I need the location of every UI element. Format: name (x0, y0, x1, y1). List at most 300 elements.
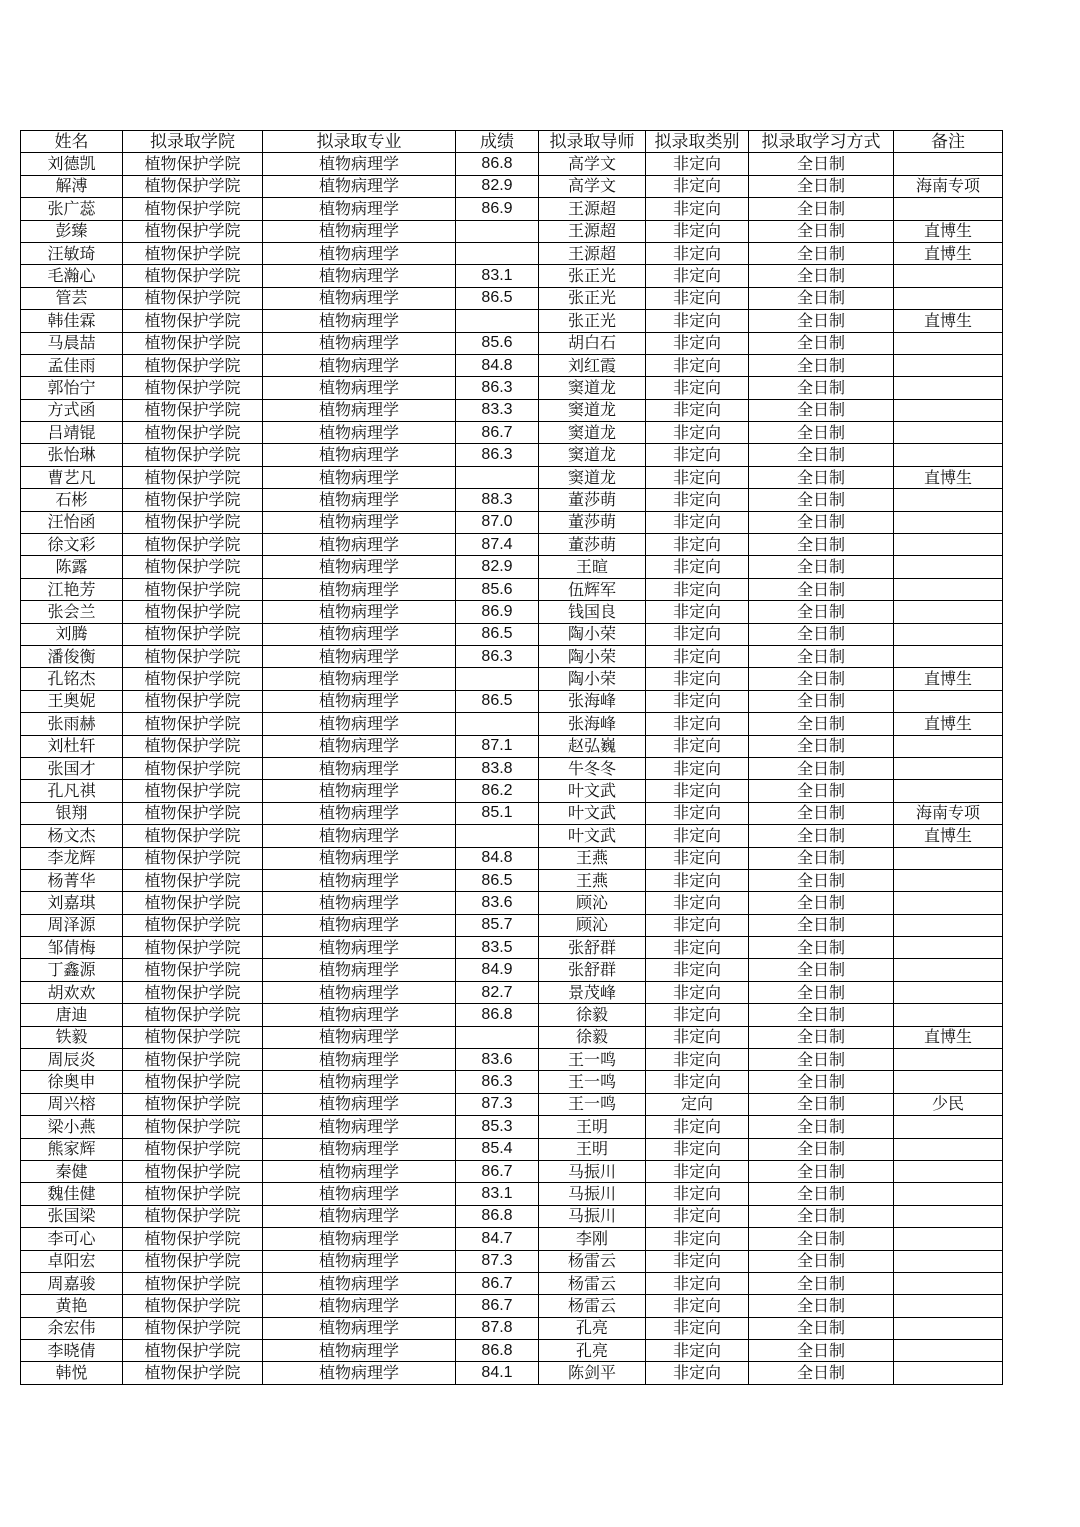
college-cell: 植物保护学院 (123, 1228, 263, 1250)
name-cell: 刘德凯 (21, 153, 123, 175)
major-cell: 植物病理学 (263, 780, 456, 802)
major-cell: 植物病理学 (263, 1071, 456, 1093)
category-cell: 非定向 (646, 466, 749, 488)
category-cell: 非定向 (646, 601, 749, 623)
study-mode-cell: 全日制 (749, 892, 894, 914)
table-row (21, 1340, 1003, 1362)
category-cell: 非定向 (646, 175, 749, 197)
score-cell: 87.3 (456, 1250, 539, 1272)
table-row (21, 690, 1003, 712)
study-mode-cell: 全日制 (749, 287, 894, 309)
study-mode-cell: 全日制 (749, 713, 894, 735)
score-cell: 87.8 (456, 1317, 539, 1339)
major-cell: 植物病理学 (263, 802, 456, 824)
study-mode-cell: 全日制 (749, 825, 894, 847)
name-cell: 刘杜轩 (21, 735, 123, 757)
college-cell: 植物保护学院 (123, 511, 263, 533)
study-mode-cell: 全日制 (749, 959, 894, 981)
college-cell: 植物保护学院 (123, 847, 263, 869)
table-row (21, 713, 1003, 735)
study-mode-cell: 全日制 (749, 1228, 894, 1250)
advisor-cell: 钱国良 (539, 601, 646, 623)
score-cell: 83.8 (456, 757, 539, 779)
name-cell: 周泽源 (21, 914, 123, 936)
name-cell: 潘俊衡 (21, 645, 123, 667)
college-cell: 植物保护学院 (123, 937, 263, 959)
study-mode-cell: 全日制 (749, 869, 894, 891)
remarks-cell: 海南专项 (894, 175, 1003, 197)
advisor-cell: 马振川 (539, 1183, 646, 1205)
category-cell: 非定向 (646, 377, 749, 399)
college-cell: 植物保护学院 (123, 466, 263, 488)
remarks-cell: 直博生 (894, 713, 1003, 735)
college-cell: 植物保护学院 (123, 981, 263, 1003)
major-cell: 植物病理学 (263, 1160, 456, 1182)
table-row (21, 869, 1003, 891)
table-row (21, 937, 1003, 959)
name-cell: 梁小燕 (21, 1116, 123, 1138)
table-row (21, 399, 1003, 421)
category-cell: 非定向 (646, 444, 749, 466)
table-row (21, 1317, 1003, 1339)
major-cell: 植物病理学 (263, 645, 456, 667)
college-cell: 植物保护学院 (123, 198, 263, 220)
advisor-cell: 顾沁 (539, 892, 646, 914)
table-row (21, 1160, 1003, 1182)
name-cell: 汪敏琦 (21, 242, 123, 264)
score-cell: 86.2 (456, 780, 539, 802)
name-cell: 李龙辉 (21, 847, 123, 869)
college-cell: 植物保护学院 (123, 1160, 263, 1182)
major-cell: 植物病理学 (263, 1093, 456, 1115)
table-row (21, 511, 1003, 533)
name-cell: 吕靖锟 (21, 422, 123, 444)
header-study-mode: 拟录取学习方式 (749, 131, 894, 153)
remarks-cell (894, 1071, 1003, 1093)
college-cell: 植物保护学院 (123, 399, 263, 421)
score-cell: 86.9 (456, 601, 539, 623)
college-cell: 植物保护学院 (123, 310, 263, 332)
remarks-cell (894, 444, 1003, 466)
major-cell: 植物病理学 (263, 1026, 456, 1048)
remarks-cell (894, 1228, 1003, 1250)
study-mode-cell: 全日制 (749, 623, 894, 645)
score-cell: 84.8 (456, 354, 539, 376)
table-row (21, 578, 1003, 600)
college-cell: 植物保护学院 (123, 1205, 263, 1227)
remarks-cell (894, 623, 1003, 645)
advisor-cell: 王燕 (539, 869, 646, 891)
study-mode-cell: 全日制 (749, 1026, 894, 1048)
study-mode-cell: 全日制 (749, 422, 894, 444)
major-cell: 植物病理学 (263, 847, 456, 869)
major-cell: 植物病理学 (263, 1362, 456, 1384)
remarks-cell (894, 1183, 1003, 1205)
category-cell: 非定向 (646, 265, 749, 287)
score-cell: 86.3 (456, 645, 539, 667)
study-mode-cell: 全日制 (749, 1071, 894, 1093)
header-major: 拟录取专业 (263, 131, 456, 153)
advisor-cell: 王源超 (539, 242, 646, 264)
advisor-cell: 张正光 (539, 287, 646, 309)
table-row (21, 1071, 1003, 1093)
remarks-cell (894, 153, 1003, 175)
advisor-cell: 徐毅 (539, 1004, 646, 1026)
major-cell: 植物病理学 (263, 556, 456, 578)
remarks-cell (894, 198, 1003, 220)
remarks-cell (894, 645, 1003, 667)
remarks-cell (894, 847, 1003, 869)
advisor-cell: 王一鸣 (539, 1093, 646, 1115)
name-cell: 张雨赫 (21, 713, 123, 735)
remarks-cell (894, 690, 1003, 712)
table-row (21, 534, 1003, 556)
study-mode-cell: 全日制 (749, 981, 894, 1003)
study-mode-cell: 全日制 (749, 556, 894, 578)
advisor-cell: 陶小荣 (539, 668, 646, 690)
advisor-cell: 窦道龙 (539, 422, 646, 444)
table-body (21, 153, 1003, 1384)
score-cell: 86.7 (456, 1295, 539, 1317)
score-cell: 86.3 (456, 444, 539, 466)
study-mode-cell: 全日制 (749, 242, 894, 264)
score-cell (456, 713, 539, 735)
remarks-cell: 直博生 (894, 466, 1003, 488)
remarks-cell (894, 422, 1003, 444)
remarks-cell: 直博生 (894, 1026, 1003, 1048)
category-cell: 非定向 (646, 1228, 749, 1250)
table-row (21, 1205, 1003, 1227)
advisor-cell: 牛冬冬 (539, 757, 646, 779)
name-cell: 余宏伟 (21, 1317, 123, 1339)
category-cell: 非定向 (646, 1049, 749, 1071)
category-cell: 非定向 (646, 556, 749, 578)
advisor-cell: 陶小荣 (539, 623, 646, 645)
study-mode-cell: 全日制 (749, 466, 894, 488)
study-mode-cell: 全日制 (749, 757, 894, 779)
study-mode-cell: 全日制 (749, 220, 894, 242)
category-cell: 非定向 (646, 937, 749, 959)
major-cell: 植物病理学 (263, 937, 456, 959)
major-cell: 植物病理学 (263, 153, 456, 175)
study-mode-cell: 全日制 (749, 1317, 894, 1339)
score-cell: 83.1 (456, 265, 539, 287)
name-cell: 孟佳雨 (21, 354, 123, 376)
category-cell: 非定向 (646, 757, 749, 779)
advisor-cell: 王源超 (539, 198, 646, 220)
name-cell: 胡欢欢 (21, 981, 123, 1003)
table-row (21, 377, 1003, 399)
category-cell: 非定向 (646, 1160, 749, 1182)
remarks-cell (894, 354, 1003, 376)
study-mode-cell: 全日制 (749, 937, 894, 959)
major-cell: 植物病理学 (263, 489, 456, 511)
major-cell: 植物病理学 (263, 310, 456, 332)
study-mode-cell: 全日制 (749, 914, 894, 936)
college-cell: 植物保护学院 (123, 220, 263, 242)
college-cell: 植物保护学院 (123, 1004, 263, 1026)
category-cell: 非定向 (646, 220, 749, 242)
table-row (21, 332, 1003, 354)
category-cell: 非定向 (646, 242, 749, 264)
table-row (21, 1295, 1003, 1317)
score-cell (456, 825, 539, 847)
advisor-cell: 窦道龙 (539, 377, 646, 399)
score-cell: 87.4 (456, 534, 539, 556)
category-cell: 非定向 (646, 981, 749, 1003)
category-cell: 非定向 (646, 1340, 749, 1362)
major-cell: 植物病理学 (263, 1004, 456, 1026)
table-row (21, 1116, 1003, 1138)
table-row (21, 1026, 1003, 1048)
table-row (21, 825, 1003, 847)
study-mode-cell: 全日制 (749, 601, 894, 623)
score-cell: 86.9 (456, 198, 539, 220)
study-mode-cell: 全日制 (749, 332, 894, 354)
name-cell: 徐奥申 (21, 1071, 123, 1093)
header-college: 拟录取学院 (123, 131, 263, 153)
remarks-cell (894, 1004, 1003, 1026)
major-cell: 植物病理学 (263, 198, 456, 220)
remarks-cell (894, 1317, 1003, 1339)
table-row (21, 981, 1003, 1003)
remarks-cell (894, 914, 1003, 936)
major-cell: 植物病理学 (263, 444, 456, 466)
study-mode-cell: 全日制 (749, 444, 894, 466)
advisor-cell: 李刚 (539, 1228, 646, 1250)
category-cell: 非定向 (646, 780, 749, 802)
score-cell: 85.1 (456, 802, 539, 824)
college-cell: 植物保护学院 (123, 444, 263, 466)
category-cell: 非定向 (646, 1138, 749, 1160)
major-cell: 植物病理学 (263, 578, 456, 600)
college-cell: 植物保护学院 (123, 601, 263, 623)
remarks-cell (894, 1272, 1003, 1294)
advisor-cell: 张正光 (539, 265, 646, 287)
advisor-cell: 叶文武 (539, 825, 646, 847)
remarks-cell: 直博生 (894, 220, 1003, 242)
study-mode-cell: 全日制 (749, 578, 894, 600)
category-cell: 非定向 (646, 869, 749, 891)
name-cell: 郭怡宁 (21, 377, 123, 399)
table-row (21, 1183, 1003, 1205)
name-cell: 李可心 (21, 1228, 123, 1250)
category-cell: 非定向 (646, 1295, 749, 1317)
category-cell: 非定向 (646, 511, 749, 533)
remarks-cell: 直博生 (894, 310, 1003, 332)
score-cell: 85.7 (456, 914, 539, 936)
category-cell: 非定向 (646, 914, 749, 936)
college-cell: 植物保护学院 (123, 332, 263, 354)
name-cell: 魏佳健 (21, 1183, 123, 1205)
table-row (21, 1049, 1003, 1071)
name-cell: 周嘉骏 (21, 1272, 123, 1294)
college-cell: 植物保护学院 (123, 422, 263, 444)
advisor-cell: 董莎萌 (539, 534, 646, 556)
college-cell: 植物保护学院 (123, 623, 263, 645)
advisor-cell: 孔亮 (539, 1340, 646, 1362)
category-cell: 非定向 (646, 1026, 749, 1048)
advisor-cell: 王明 (539, 1138, 646, 1160)
name-cell: 邹倩梅 (21, 937, 123, 959)
major-cell: 植物病理学 (263, 511, 456, 533)
name-cell: 张国才 (21, 757, 123, 779)
category-cell: 非定向 (646, 713, 749, 735)
major-cell: 植物病理学 (263, 1250, 456, 1272)
name-cell: 丁鑫源 (21, 959, 123, 981)
name-cell: 徐文彩 (21, 534, 123, 556)
name-cell: 曹艺凡 (21, 466, 123, 488)
study-mode-cell: 全日制 (749, 1049, 894, 1071)
major-cell: 植物病理学 (263, 242, 456, 264)
score-cell: 87.1 (456, 735, 539, 757)
score-cell: 83.1 (456, 1183, 539, 1205)
advisor-cell: 杨雷云 (539, 1272, 646, 1294)
admission-table (20, 130, 1003, 1385)
table-row (21, 175, 1003, 197)
college-cell: 植物保护学院 (123, 1295, 263, 1317)
category-cell: 非定向 (646, 310, 749, 332)
college-cell: 植物保护学院 (123, 354, 263, 376)
name-cell: 卓阳宏 (21, 1250, 123, 1272)
category-cell: 定向 (646, 1093, 749, 1115)
category-cell: 非定向 (646, 534, 749, 556)
header-row (21, 131, 1003, 153)
remarks-cell: 直博生 (894, 668, 1003, 690)
study-mode-cell: 全日制 (749, 1004, 894, 1026)
table-row (21, 668, 1003, 690)
score-cell: 85.3 (456, 1116, 539, 1138)
advisor-cell: 陶小荣 (539, 645, 646, 667)
remarks-cell (894, 377, 1003, 399)
study-mode-cell: 全日制 (749, 1340, 894, 1362)
college-cell: 植物保护学院 (123, 1317, 263, 1339)
category-cell: 非定向 (646, 623, 749, 645)
score-cell: 86.8 (456, 1205, 539, 1227)
table-row (21, 847, 1003, 869)
category-cell: 非定向 (646, 825, 749, 847)
score-cell: 86.3 (456, 377, 539, 399)
major-cell: 植物病理学 (263, 869, 456, 891)
remarks-cell: 直博生 (894, 825, 1003, 847)
table-row (21, 489, 1003, 511)
major-cell: 植物病理学 (263, 1116, 456, 1138)
category-cell: 非定向 (646, 1250, 749, 1272)
study-mode-cell: 全日制 (749, 1160, 894, 1182)
score-cell: 84.1 (456, 1362, 539, 1384)
name-cell: 韩悦 (21, 1362, 123, 1384)
advisor-cell: 王一鸣 (539, 1071, 646, 1093)
major-cell: 植物病理学 (263, 466, 456, 488)
study-mode-cell: 全日制 (749, 354, 894, 376)
college-cell: 植物保护学院 (123, 690, 263, 712)
advisor-cell: 徐毅 (539, 1026, 646, 1048)
advisor-cell: 王燕 (539, 847, 646, 869)
study-mode-cell: 全日制 (749, 1250, 894, 1272)
study-mode-cell: 全日制 (749, 1138, 894, 1160)
table-row (21, 422, 1003, 444)
header-remarks: 备注 (894, 131, 1003, 153)
table-row (21, 354, 1003, 376)
name-cell: 张广蕊 (21, 198, 123, 220)
major-cell: 植物病理学 (263, 981, 456, 1003)
college-cell: 植物保护学院 (123, 1183, 263, 1205)
college-cell: 植物保护学院 (123, 1272, 263, 1294)
study-mode-cell: 全日制 (749, 668, 894, 690)
advisor-cell: 叶文武 (539, 802, 646, 824)
college-cell: 植物保护学院 (123, 1340, 263, 1362)
score-cell: 83.6 (456, 892, 539, 914)
college-cell: 植物保护学院 (123, 1250, 263, 1272)
table-row (21, 556, 1003, 578)
table-row (21, 310, 1003, 332)
advisor-cell: 高学文 (539, 175, 646, 197)
study-mode-cell: 全日制 (749, 735, 894, 757)
study-mode-cell: 全日制 (749, 690, 894, 712)
name-cell: 孔凡祺 (21, 780, 123, 802)
table-row (21, 601, 1003, 623)
study-mode-cell: 全日制 (749, 153, 894, 175)
category-cell: 非定向 (646, 1317, 749, 1339)
college-cell: 植物保护学院 (123, 377, 263, 399)
remarks-cell (894, 332, 1003, 354)
category-cell: 非定向 (646, 1116, 749, 1138)
remarks-cell (894, 892, 1003, 914)
name-cell: 张怡琳 (21, 444, 123, 466)
score-cell: 83.5 (456, 937, 539, 959)
advisor-cell: 杨雷云 (539, 1295, 646, 1317)
name-cell: 马晨喆 (21, 332, 123, 354)
name-cell: 刘嘉琪 (21, 892, 123, 914)
advisor-cell: 王源超 (539, 220, 646, 242)
remarks-cell (894, 869, 1003, 891)
study-mode-cell: 全日制 (749, 198, 894, 220)
category-cell: 非定向 (646, 735, 749, 757)
major-cell: 植物病理学 (263, 601, 456, 623)
remarks-cell (894, 1295, 1003, 1317)
score-cell: 86.8 (456, 1004, 539, 1026)
score-cell (456, 1026, 539, 1048)
table-row (21, 444, 1003, 466)
college-cell: 植物保护学院 (123, 959, 263, 981)
college-cell: 植物保护学院 (123, 489, 263, 511)
score-cell: 86.7 (456, 422, 539, 444)
college-cell: 植物保护学院 (123, 1362, 263, 1384)
score-cell (456, 242, 539, 264)
advisor-cell: 景茂峰 (539, 981, 646, 1003)
major-cell: 植物病理学 (263, 265, 456, 287)
table-row (21, 265, 1003, 287)
study-mode-cell: 全日制 (749, 377, 894, 399)
study-mode-cell: 全日制 (749, 399, 894, 421)
remarks-cell (894, 959, 1003, 981)
remarks-cell (894, 1116, 1003, 1138)
score-cell: 82.9 (456, 175, 539, 197)
remarks-cell: 直博生 (894, 242, 1003, 264)
major-cell: 植物病理学 (263, 735, 456, 757)
advisor-cell: 王暄 (539, 556, 646, 578)
college-cell: 植物保护学院 (123, 645, 263, 667)
major-cell: 植物病理学 (263, 1340, 456, 1362)
category-cell: 非定向 (646, 802, 749, 824)
score-cell: 86.5 (456, 869, 539, 891)
remarks-cell (894, 1340, 1003, 1362)
college-cell: 植物保护学院 (123, 825, 263, 847)
table-row (21, 623, 1003, 645)
category-cell: 非定向 (646, 1071, 749, 1093)
advisor-cell: 窦道龙 (539, 466, 646, 488)
advisor-cell: 王一鸣 (539, 1049, 646, 1071)
